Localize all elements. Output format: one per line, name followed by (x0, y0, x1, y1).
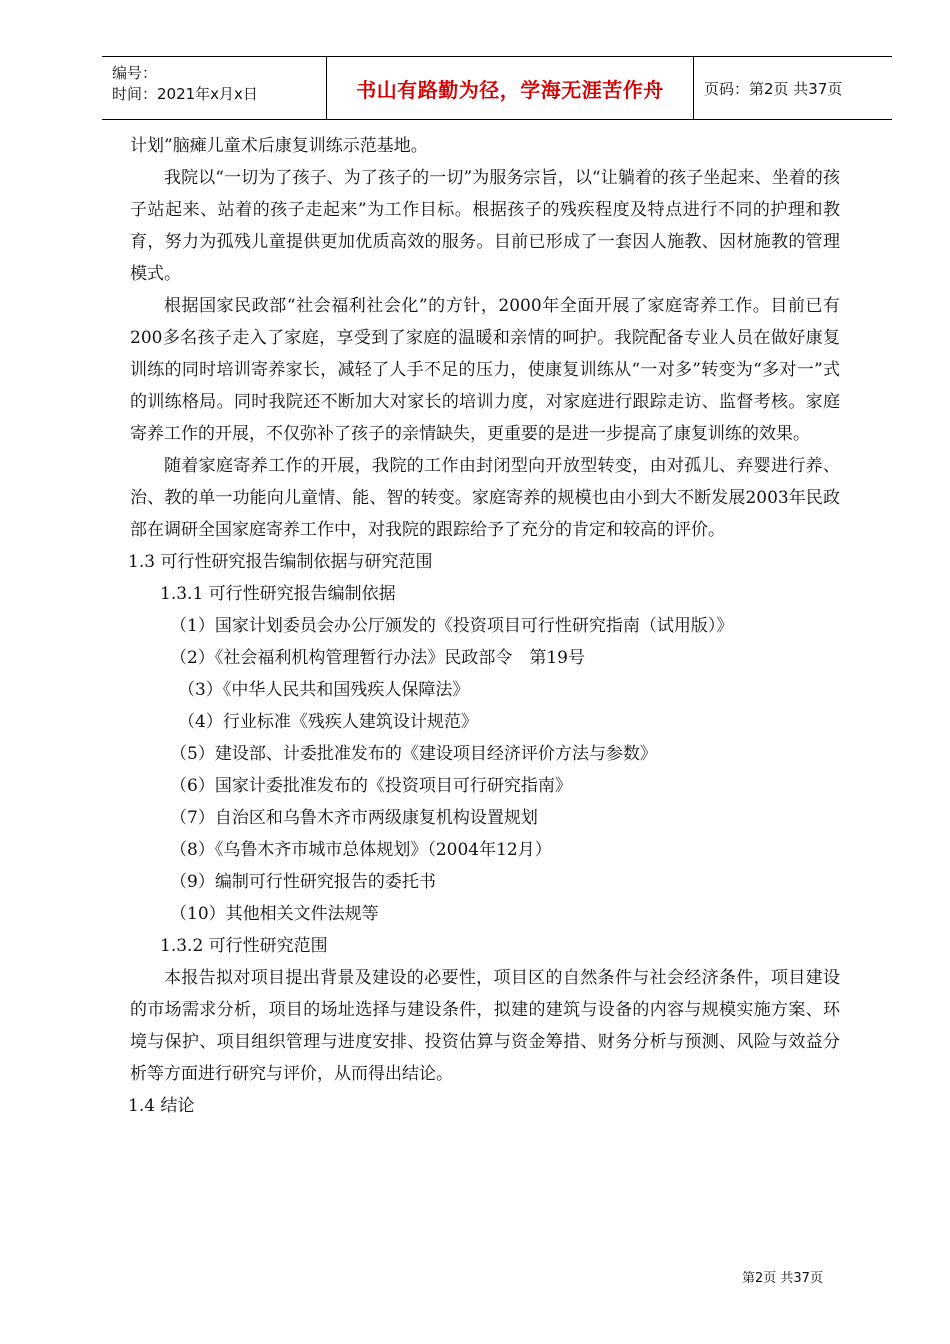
list-item: （5）建设部、计委批准发布的《建设项目经济评价方法与参数》 (170, 744, 657, 764)
list-item: （2）《社会福利机构管理暂行办法》民政部令 第19号 (170, 648, 585, 668)
header-meta (102, 57, 327, 119)
list-item: （4）行业标准《残疾人建筑设计规范》 (178, 712, 478, 732)
header-motto: 书山有路勤为径，学海无涯苦作舟 (327, 57, 694, 119)
page-footer: 第2页 共37页 (742, 1271, 823, 1286)
section-heading: 1.4 结论 (128, 1096, 195, 1116)
document-body (130, 130, 840, 1122)
section-heading: 1.3 可行性研究报告编制依据与研究范围 (128, 552, 433, 572)
header-page-label: 页码：第2页 共37页 (704, 79, 843, 98)
page-header (102, 56, 892, 120)
list-item: （7）自治区和乌鲁木齐市两级康复机构设置规划 (170, 808, 538, 828)
paragraph: 计划”脑瘫儿童术后康复训练示范基地。 (130, 136, 428, 156)
list-item: （3）《中华人民共和国残疾人保障法》 (178, 680, 470, 700)
paragraph: 我院以“一切为了孩子、为了孩子的一切”为服务宗旨，以“让躺着的孩子坐起来、坐着的孩子站起来、站着的孩子走起来”为工作目标。根据孩子的残疾程度及特点进行不同的护理和教育，努力为孤残儿童提供更加优质高效的服务。目前已形成了一套因人施教、因材施教的管理模式。 (130, 168, 840, 284)
subsection-heading: 1.3.1 可行性研究报告编制依据 (160, 584, 396, 604)
list-item: （8）《乌鲁木齐市城市总体规划》（2004年12月） (170, 840, 552, 860)
paragraph: 随着家庭寄养工作的开展，我院的工作由封闭型向开放型转变，由对孤儿、弃婴进行养、治、教的单一功能向儿童情、能、智的转变。家庭寄养的规模也由小到大不断发展2003年民政部在调研全国家庭寄养工作中，对我院的跟踪给予了充分的肯定和较高的评价。 (130, 456, 840, 540)
list-item: （1）国家计划委员会办公厅颁发的《投资项目可行性研究指南（试用版）》 (170, 616, 734, 636)
list-item: （6）国家计委批准发布的《投资项目可行研究指南》 (170, 776, 572, 796)
list-item: （9）编制可行性研究报告的委托书 (170, 872, 436, 892)
subsection-heading: 1.3.2 可行性研究范围 (160, 936, 328, 956)
doc-time-label: 时间：2021年x月x日 (112, 85, 258, 103)
list-item: （10）其他相关文件法规等 (170, 904, 379, 924)
paragraph: 本报告拟对项目提出背景及建设的必要性，项目区的自然条件与社会经济条件，项目建设的市场需求分析，项目的场址选择与建设条件，拟建的建筑与设备的内容与规模实施方案、环境与保护、项目组织管理与进度安排、投资估算与资金筹措、财务分析与预测、风险与效益分析等方面进行研究与评价，从而得出结论。 (130, 968, 840, 1084)
paragraph: 根据国家民政部“社会福利社会化”的方针，2000年全面开展了家庭寄养工作。目前已有200多名孩子走入了家庭，享受到了家庭的温暖和亲情的呵护。我院配备专业人员在做好康复训练的同时培训寄养家长，减轻了人手不足的压力，使康复训练从“一对多”转变为“多对一”式的训练格局。同时我院还不断加大对家长的培训力度，对家庭进行跟踪走访、监督考核。家庭寄养工作的开展，不仅弥补了孩子的亲情缺失，更重要的是进一步提高了康复训练的效果。 (130, 296, 840, 444)
doc-number-label: 编号： (112, 64, 158, 82)
